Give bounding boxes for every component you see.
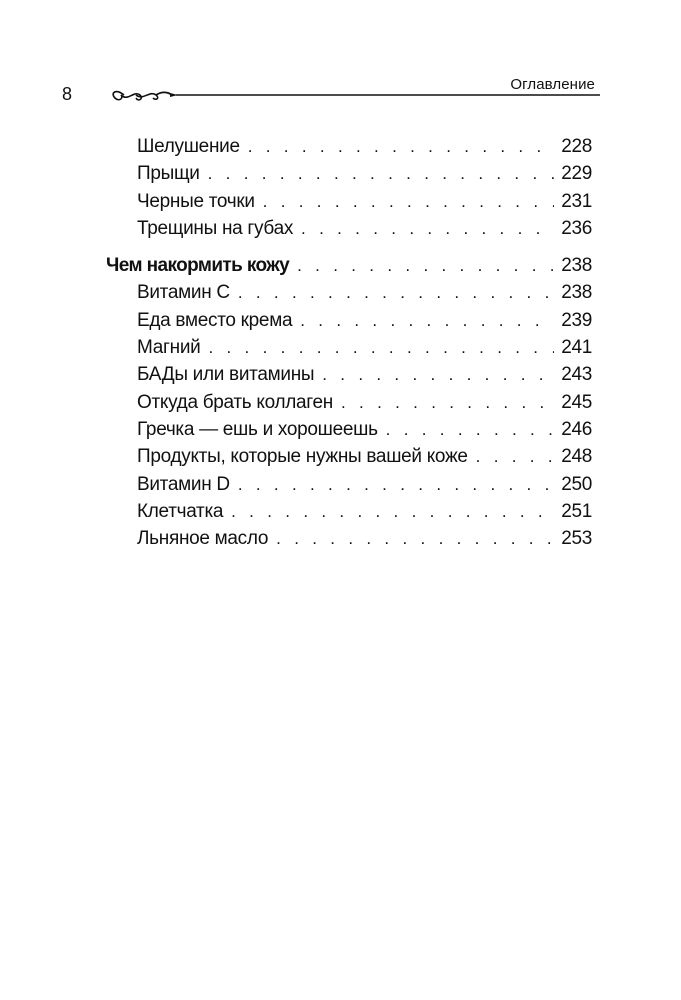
toc-dot-leader (248, 133, 554, 160)
toc-entry-page: 243 (561, 364, 592, 386)
toc-entry (106, 361, 592, 388)
toc-entry-page: 229 (561, 163, 592, 185)
toc-dot-leader (238, 471, 554, 498)
toc-entry (106, 215, 592, 242)
toc-entry-title: БАДы или витамины (137, 364, 315, 386)
toc-entry (106, 188, 592, 215)
toc-entry-title: Клетчатка (137, 500, 224, 522)
toc-entry (106, 279, 592, 306)
toc-dot-leader (208, 334, 554, 361)
toc-entry-page: 228 (561, 136, 592, 157)
toc-entry (106, 334, 592, 361)
toc-entry-title: Гречка — ешь и хорошеешь (137, 418, 378, 440)
toc-entry-title: Витамин D (137, 473, 230, 495)
toc-entry (106, 133, 592, 160)
toc-dot-leader (476, 443, 554, 470)
toc-entry (106, 389, 592, 416)
toc-entry-page: 238 (561, 255, 592, 277)
toc-entry-page: 241 (561, 337, 592, 359)
toc-entry (106, 471, 592, 498)
toc-dot-leader (341, 389, 554, 416)
toc-entry-page: 236 (561, 217, 592, 239)
toc-entry-title: Чем накормить кожу (106, 255, 290, 277)
toc-dot-leader (231, 498, 554, 525)
toc-entry-title: Шелушение (137, 136, 240, 157)
toc-dot-leader (297, 252, 554, 279)
toc-entry-page: 239 (561, 309, 592, 331)
page-number: 8 (62, 84, 73, 104)
toc-dot-leader (263, 188, 554, 215)
toc-dot-leader (276, 525, 554, 552)
toc-dot-leader (322, 361, 554, 388)
toc-entry-page: 238 (561, 282, 592, 304)
toc-entry-title: Витамин С (137, 282, 230, 304)
toc-entry-page: 250 (561, 473, 592, 495)
toc-entry (106, 307, 592, 334)
toc-dot-leader (208, 160, 554, 187)
toc-dot-leader (238, 279, 554, 306)
toc-dot-leader (386, 416, 554, 443)
toc-chapter-entry (106, 252, 592, 279)
toc-entry (106, 525, 592, 552)
toc-entry-page: 245 (561, 391, 592, 413)
running-head: Оглавление (510, 76, 595, 93)
toc-dot-leader (300, 307, 554, 334)
toc-entry-page: 231 (561, 190, 592, 212)
toc-entry-page: 246 (561, 418, 592, 440)
toc-entry-page: 253 (561, 528, 592, 550)
toc-entry-title: Магний (137, 337, 201, 359)
toc-entry-title: Прыщи (137, 163, 200, 185)
toc-entry-title: Льняное масло (137, 528, 269, 550)
toc-entry-page: 251 (561, 500, 592, 522)
toc-entry-title: Продукты, которые нужны вашей коже (137, 446, 468, 468)
toc-entry-title: Еда вместо крема (137, 309, 293, 331)
table-of-contents (106, 133, 592, 552)
toc-entry (106, 443, 592, 470)
toc-entry-title: Трещины на губах (137, 217, 294, 239)
toc-entry (106, 416, 592, 443)
toc-entry (106, 498, 592, 525)
toc-dot-leader (301, 215, 554, 242)
toc-entry (106, 160, 592, 187)
toc-entry-title: Откуда брать коллаген (137, 391, 333, 413)
toc-entry-title: Черные точки (137, 190, 255, 212)
toc-entry-page: 248 (561, 446, 592, 468)
